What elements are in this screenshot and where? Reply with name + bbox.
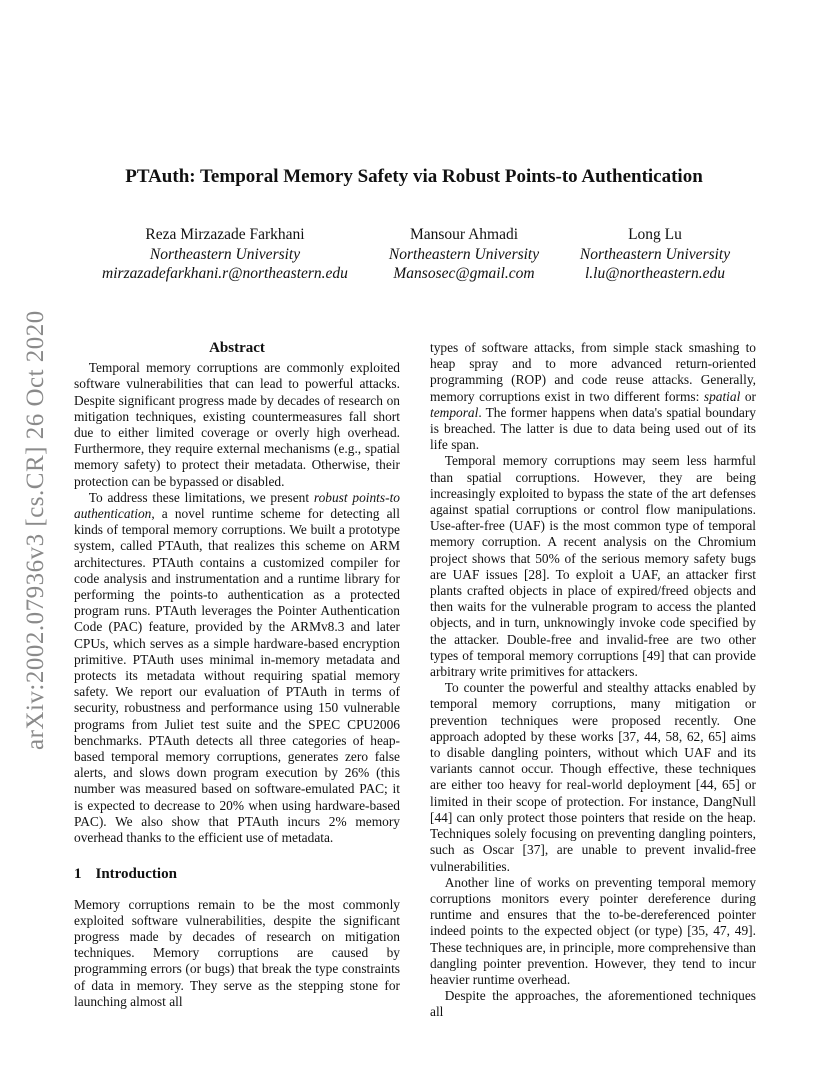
intro-paragraph-1: Memory corruptions remain to be the most commonly exploited software vulnerabilities, despite the significant progress made by decades of research on mitigation techniques. Memory corruptions are caused by programming errors (or bugs) that break the type constraints of data in memory. They serve as the stepping stone for launching almost all <box>74 896 400 1009</box>
author-name: Reza Mirzazade Farkhani <box>145 226 305 243</box>
intro-paragraph-5: Despite the approaches, the aforementioned techniques all <box>430 988 756 1020</box>
abstract-heading: Abstract <box>209 340 265 356</box>
intro-paragraph-2: Temporal memory corruptions may seem less harmful than spatial corruptions. However, they are being increasingly exploited to bypass the state of the art defenses against spatial corruptions or control flow manipulations. Use-after-free (UAF) is the most common type of temporal memory corruption. A recent analysis on the Chromium project shows that 50% of the serious memory safety bugs are UAF issues [28]. To exploit a UAF, an attacker first plants crafted objects in place of expired/freed objects and then waits for the vulnerable program to access the planted objects, and in turn, unknowingly invoke code specified by the attacker. Double-free and invalid-free are two other types of temporal memory corruptions [49] that can provide arbitrary write primitives for attackers. <box>430 453 756 680</box>
author-name: Long Lu <box>628 226 682 243</box>
author-affiliation: Northeastern University <box>388 245 540 263</box>
arxiv-identifier-stamp <box>22 290 50 750</box>
author-email: Mansosec@gmail.com <box>393 265 535 282</box>
abstract-paragraph-2 <box>74 490 400 846</box>
section-heading-introduction <box>74 866 400 882</box>
intro-paragraph-4: Another line of works on preventing temporal memory corruptions monitors every pointer dereference during runtime and ensures that the to-be-dereferenced pointer indeed points to the expected object (or type) [35, 47, 49]. These techniques are, in principle, more comprehensive than dangling pointer prevention. However, they tend to incur heavier runtime overhead. <box>430 874 756 987</box>
left-column <box>74 340 400 1010</box>
abstract-emphasis: robust points-to authentication <box>74 489 400 522</box>
right-column <box>430 340 756 1021</box>
author-block-2 <box>374 225 554 284</box>
paper-title: PTAuth: Temporal Memory Safety via Robust Points-to Authentication <box>125 166 703 187</box>
abstract-text: To address these limitations, we present <box>88 489 314 505</box>
author-name: Mansour Ahmadi <box>409 226 519 243</box>
intro-emphasis: temporal <box>430 404 479 420</box>
author-affiliation: Northeastern University <box>579 245 731 263</box>
abstract-text: , a novel runtime scheme for detecting all kinds of temporal memory corruptions. We built a prototype system, called PTAuth, that realizes this scheme on ARM architectures. PTAuth contains a customized compiler for code analysis and instrumentation and a runtime library for performing the points-to authentication as a protected program runs. PTAuth leverages the Pointer Authentication Code (PAC) feature, provided by the ARMv8.3 and later CPUs, which serves as a simple hardware-based encryption primitive. PTAuth uses minimal in-memory metadata and protects its metadata without requiring spatial memory safety. We report our evaluation of PTAuth in terms of security, robustness and performance using 150 vulnerable programs from Juliet test suite and the SPEC CPU2006 benchmarks. PTAuth detects all three categories of heap-based temporal memory corruptions, generates zero false alerts, and slows down program execution by 26% (this number was measured based on software-emulated PAC; it is expected to decrease to 20% when using hardware-based PAC). We also show that PTAuth incurs 2% memory overhead thanks to the efficient use of metadata. <box>74 506 400 846</box>
author-block-3 <box>565 225 745 284</box>
intro-text: types of software attacks, from simple stack smashing to heap spray and to more advanced return-oriented programming (ROP) and code reuse attacks. Generally, memory corruptions exist in two different forms: <box>430 340 756 404</box>
intro-emphasis: spatial <box>703 388 741 404</box>
author-email: mirzazadefarkhani.r@northeastern.edu <box>102 265 348 282</box>
intro-paragraph-3: To counter the powerful and stealthy attacks enabled by temporal memory corruptions, many mitigation or prevention techniques were proposed recently. One approach adopted by these works [37, 44, 58, 62, 65] aims to disable dangling pointers, without which UAF and its variants cannot occur. Though effective, these techniques are either too heavy for real-world deployment [44, 65] or limited in their scope of protection. For instance, DangNull [44] can only protect those pointers that reside on the heap. Techniques solely focusing on preventing dangling pointers, such as Oscar [37], are unable to prevent invalid-free vulnerabilities. <box>430 680 756 874</box>
section-number: 1 <box>74 866 82 883</box>
author-email: l.lu@northeastern.edu <box>585 265 725 282</box>
author-block-1 <box>80 225 370 284</box>
intro-text: or <box>740 388 757 404</box>
section-title: Introduction <box>95 866 177 883</box>
author-affiliation: Northeastern University <box>149 245 301 263</box>
intro-text: . The former happens when data's spatial boundary is breached. The latter is due to data being used out of its life span. <box>430 404 756 453</box>
abstract-paragraph-1: Temporal memory corruptions are commonly exploited software vulnerabilities that can lead to powerful attacks. Despite significant progress made by decades of research on mitigation techniques, existing countermeasures fall short due to either limited coverage or overly high overhead. Furthermore, they require external mechanisms (e.g., spatial memory safety) to protect their metadata. Otherwise, their protection can be bypassed or disabled. <box>74 360 400 489</box>
intro-paragraph-1-continued <box>430 340 756 453</box>
arxiv-identifier-text: arXiv:2002.07936v3 [cs.CR] 26 Oct 2020 <box>22 310 49 750</box>
